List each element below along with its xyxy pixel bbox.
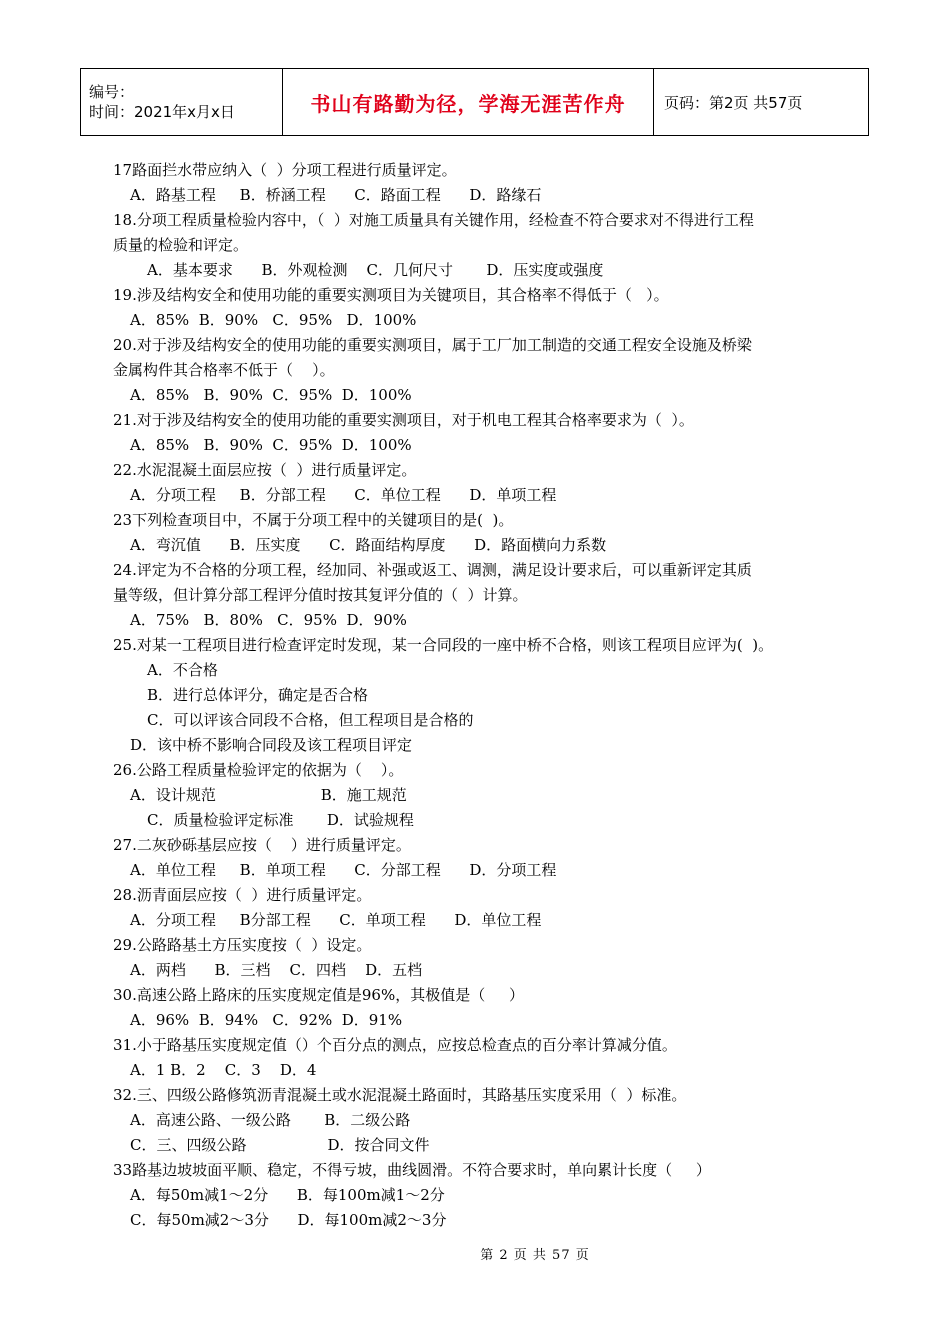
question-text-line: 22.水泥混凝土面层应按（ ）进行质量评定。 xyxy=(113,461,417,479)
answer-options-line: C．质量检验评定标准 D．试验规程 xyxy=(147,811,414,829)
question-text-line: 27.二灰砂砾基层应按（ ）进行质量评定。 xyxy=(113,836,411,854)
question-text-line: 19.涉及结构安全和使用功能的重要实测项目为关键项目，其合格率不得低于（ ）。 xyxy=(113,286,669,304)
answer-options-line: A．路基工程 B．桥涵工程 C．路面工程 D．路缘石 xyxy=(130,186,542,204)
answer-options-line: A．每50m减1～2分 B．每100m减1～2分 xyxy=(130,1186,445,1204)
answer-options-line: A．1 B．2 C．3 D．4 xyxy=(130,1061,317,1079)
header-motto-cell xyxy=(282,69,654,135)
answer-options-line: A．弯沉值 B．压实度 C．路面结构厚度 D．路面横向力系数 xyxy=(130,536,607,554)
answer-options-line: D．该中桥不影响合同段及该工程项目评定 xyxy=(130,736,413,754)
answer-options-line: A．单位工程 B．单项工程 C．分部工程 D．分项工程 xyxy=(130,861,557,879)
page-footer: 第 2 页 共 57 页 xyxy=(480,1248,590,1263)
answer-options-line: A．分项工程 B．分部工程 C．单位工程 D．单项工程 xyxy=(130,486,557,504)
answer-options-line: A．两档 B．三档 C．四档 D．五档 xyxy=(130,961,423,979)
question-text-line: 31.小于路基压实度规定值（）个百分点的测点，应按总检查点的百分率计算减分值。 xyxy=(113,1036,677,1054)
page-header xyxy=(80,68,869,136)
number-label: 编号： xyxy=(89,83,135,101)
answer-options-line: A．75% B．80% C．95% D．90% xyxy=(130,611,407,629)
question-text-line: 29.公路路基土方压实度按（ ）设定。 xyxy=(113,936,372,954)
question-text-line: 23下列检查项目中，不属于分项工程中的关键项目的是( )。 xyxy=(113,511,514,529)
answer-options-line: A．基本要求 B．外观检测 C．几何尺寸 D．压实度或强度 xyxy=(147,261,604,279)
time-label: 时间：2021年x月x日 xyxy=(89,103,235,121)
page-info: 页码：第2页 共57页 xyxy=(664,93,803,112)
question-text-line: 21.对于涉及结构安全的使用功能的重要实测项目，对于机电工程其合格率要求为（ ）。 xyxy=(113,411,694,429)
answer-options-line: A．设计规范 B．施工规范 xyxy=(130,786,407,804)
answer-options-line: C．每50m减2～3分 D．每100m减2～3分 xyxy=(130,1211,447,1229)
header-left-cell xyxy=(80,69,282,135)
question-text-line: 30.高速公路上路床的压实度规定值是96%，其极值是（ ） xyxy=(113,986,525,1004)
question-text-line: 25.对某一工程项目进行检查评定时发现，某一合同段的一座中桥不合格，则该工程项目应评为( )。 xyxy=(113,636,774,654)
question-text-line: 金属构件其合格率不低于（ ）。 xyxy=(113,361,335,379)
question-text-line: 28.沥青面层应按（ ）进行质量评定。 xyxy=(113,886,372,904)
question-text-line: 质量的检验和评定。 xyxy=(113,236,249,254)
question-text-line: 32.三、四级公路修筑沥青混凝土或水泥混凝土路面时，其路基压实度采用（ ）标准。 xyxy=(113,1086,687,1104)
answer-options-line: B．进行总体评分，确定是否合格 xyxy=(147,686,369,704)
answer-options-line: C．可以评该合同段不合格，但工程项目是合格的 xyxy=(147,711,474,729)
answer-options-line: C．三、四级公路 D．按合同文件 xyxy=(130,1136,430,1154)
answer-options-line: A．85% B．90% C．95% D．100% xyxy=(130,311,417,329)
answer-options-line: A．85% B．90% C．95% D．100% xyxy=(130,436,412,454)
question-list xyxy=(113,158,843,1233)
header-right-cell xyxy=(654,69,869,135)
answer-options-line: A．85% B．90% C．95% D．100% xyxy=(130,386,412,404)
answer-options-line: A．96% B．94% C．92% D．91% xyxy=(130,1011,403,1029)
question-text-line: 20.对于涉及结构安全的使用功能的重要实测项目，属于工厂加工制造的交通工程安全设施及桥梁 xyxy=(113,336,752,354)
answer-options-line: A．不合格 xyxy=(147,661,218,679)
question-text-line: 18.分项工程质量检验内容中，（ ）对施工质量具有关键作用，经检查不符合要求对不得进行工程 xyxy=(113,211,754,229)
answer-options-line: A．高速公路、一级公路 B．二级公路 xyxy=(130,1111,411,1129)
answer-options-line: A．分项工程 B分部工程 C．单项工程 D．单位工程 xyxy=(130,911,542,929)
question-text-line: 17路面拦水带应纳入（ ）分项工程进行质量评定。 xyxy=(113,161,457,179)
question-text-line: 26.公路工程质量检验评定的依据为（ ）。 xyxy=(113,761,404,779)
question-text-line: 24.评定为不合格的分项工程，经加同、补强或返工、调测，满足设计要求后，可以重新评定其质 xyxy=(113,561,752,579)
question-text-line: 量等级，但计算分部工程评分值时按其复评分值的（ ）计算。 xyxy=(113,586,528,604)
motto-text: 书山有路勤为径，学海无涯苦作舟 xyxy=(310,91,626,116)
question-text-line: 33路基边坡坡面平顺、稳定，不得亏坡，曲线圆滑。不符合要求时，单向累计长度（ ） xyxy=(113,1161,711,1179)
